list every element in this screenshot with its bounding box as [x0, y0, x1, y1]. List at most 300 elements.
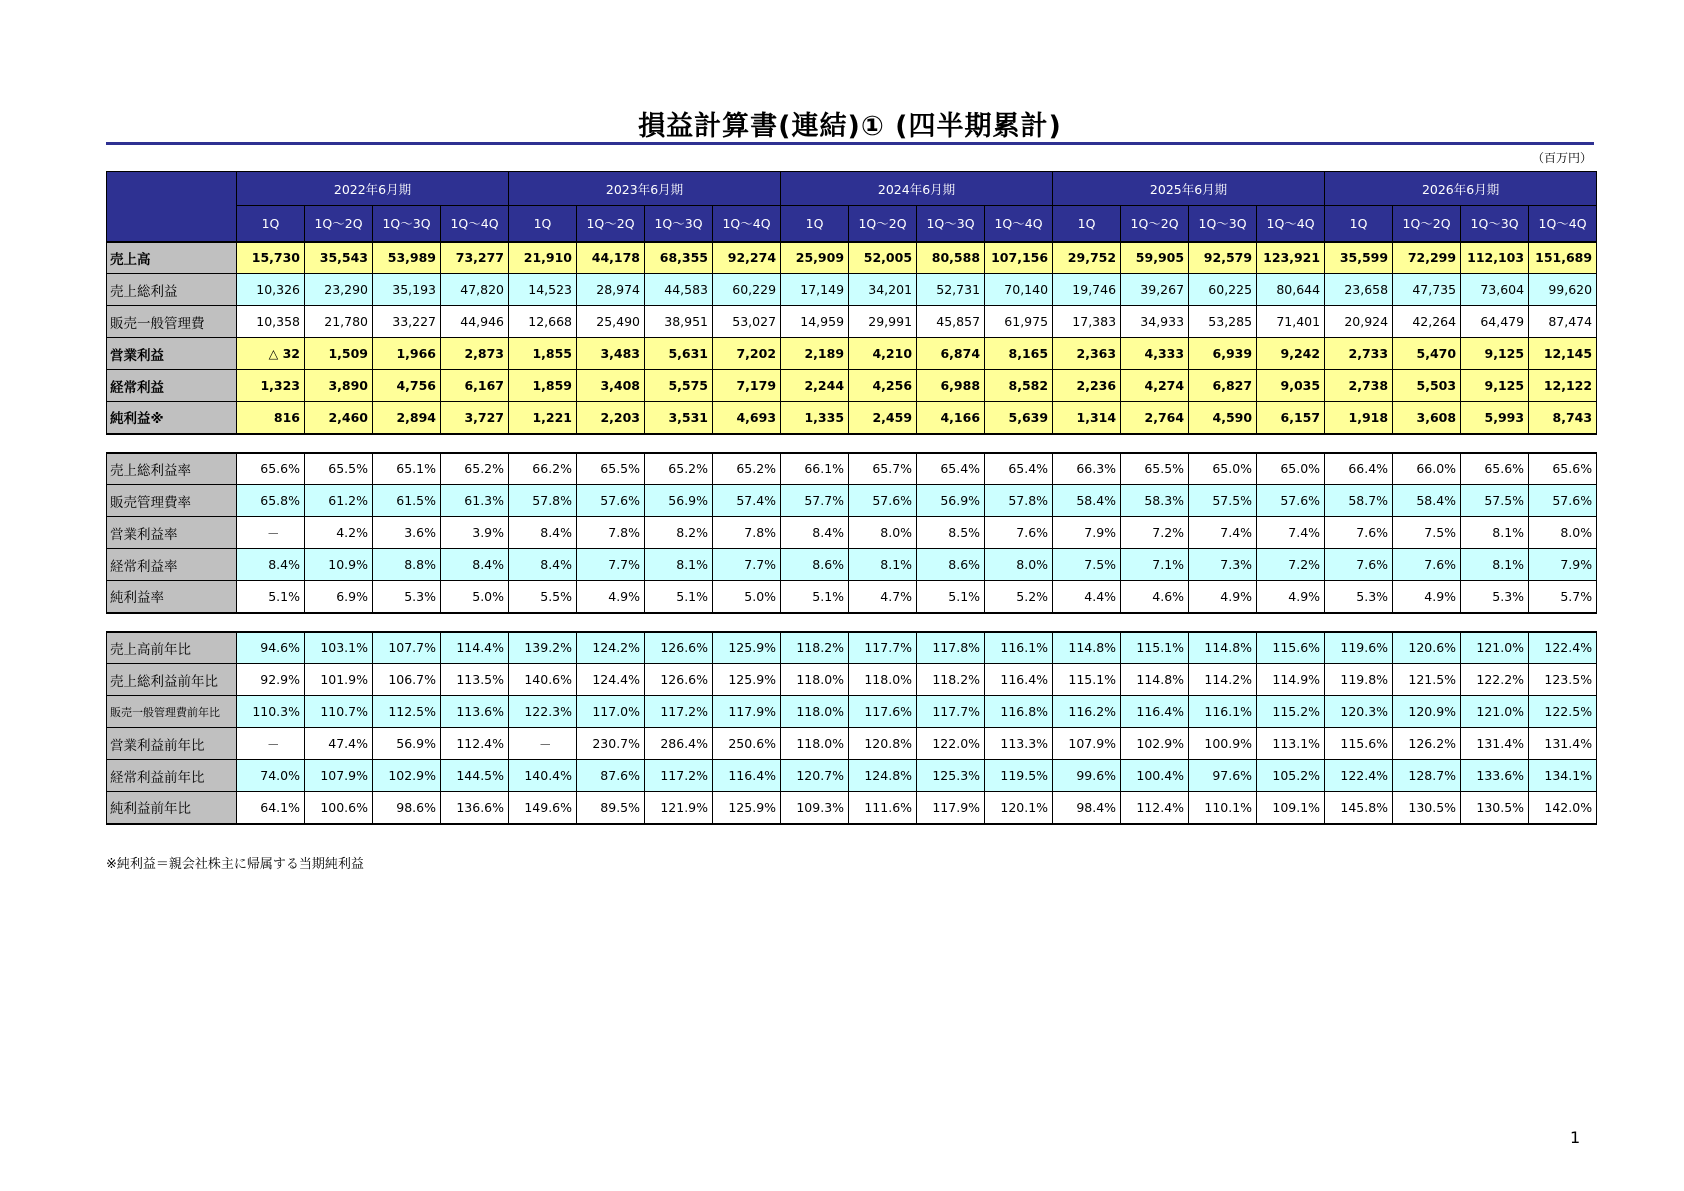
value-cell: 3.6%	[373, 517, 441, 549]
value-cell: 61.2%	[305, 485, 373, 517]
quarter-header: 1Q	[781, 206, 849, 242]
quarter-header: 1Q～4Q	[1257, 206, 1325, 242]
row-label: 売上高前年比	[107, 632, 237, 664]
value-cell: 8.0%	[985, 549, 1053, 581]
value-cell: 5.1%	[917, 581, 985, 613]
table-body	[107, 242, 1597, 824]
value-cell: 124.2%	[577, 632, 645, 664]
value-cell: 59,905	[1121, 242, 1189, 274]
value-cell: 117.6%	[849, 696, 917, 728]
value-cell: 7,202	[713, 338, 781, 370]
value-cell: 92,579	[1189, 242, 1257, 274]
quarter-header: 1Q～3Q	[1461, 206, 1529, 242]
value-cell: 4,274	[1121, 370, 1189, 402]
value-cell: 14,523	[509, 274, 577, 306]
quarter-header: 1Q～2Q	[577, 206, 645, 242]
value-cell: 2,459	[849, 402, 917, 434]
value-cell: 110.7%	[305, 696, 373, 728]
corner-cell	[107, 172, 237, 242]
value-cell: 4.4%	[1053, 581, 1121, 613]
value-cell: 73,277	[441, 242, 509, 274]
value-cell: 9,125	[1461, 370, 1529, 402]
value-cell: 6,874	[917, 338, 985, 370]
value-cell: 123.5%	[1529, 664, 1597, 696]
value-cell: 5,575	[645, 370, 713, 402]
value-cell: 44,583	[645, 274, 713, 306]
value-cell: 122.5%	[1529, 696, 1597, 728]
value-cell: 8,582	[985, 370, 1053, 402]
quarter-header: 1Q～4Q	[985, 206, 1053, 242]
value-cell: －	[509, 728, 577, 760]
value-cell: 47,820	[441, 274, 509, 306]
value-cell: 4,333	[1121, 338, 1189, 370]
value-cell: 122.3%	[509, 696, 577, 728]
value-cell: 124.4%	[577, 664, 645, 696]
value-cell: 65.2%	[645, 453, 713, 485]
value-cell: 120.8%	[849, 728, 917, 760]
value-cell: 112,103	[1461, 242, 1529, 274]
value-cell: 145.8%	[1325, 792, 1393, 824]
value-cell: 19,746	[1053, 274, 1121, 306]
value-cell: 64,479	[1461, 306, 1529, 338]
value-cell: 8,743	[1529, 402, 1597, 434]
value-cell: 74.0%	[237, 760, 305, 792]
value-cell: 3,483	[577, 338, 645, 370]
value-cell: 109.1%	[1257, 792, 1325, 824]
value-cell: 113.6%	[441, 696, 509, 728]
value-cell: 4.9%	[1257, 581, 1325, 613]
row-label: 売上高	[107, 242, 237, 274]
value-cell: 130.5%	[1461, 792, 1529, 824]
value-cell: 1,314	[1053, 402, 1121, 434]
value-cell: 101.9%	[305, 664, 373, 696]
value-cell: 52,731	[917, 274, 985, 306]
footnote: ※純利益＝親会社株主に帰属する当期純利益	[106, 857, 364, 872]
value-cell: 118.2%	[781, 632, 849, 664]
table-row	[107, 517, 1597, 549]
value-cell: 52,005	[849, 242, 917, 274]
value-cell: 4,756	[373, 370, 441, 402]
value-cell: 8.1%	[1461, 549, 1529, 581]
value-cell: 56.9%	[645, 485, 713, 517]
value-cell: 64.1%	[237, 792, 305, 824]
value-cell: 111.6%	[849, 792, 917, 824]
table-row	[107, 549, 1597, 581]
value-cell: 7.2%	[1121, 517, 1189, 549]
value-cell: 98.4%	[1053, 792, 1121, 824]
value-cell: 58.3%	[1121, 485, 1189, 517]
value-cell: 65.0%	[1257, 453, 1325, 485]
quarter-header: 1Q～3Q	[645, 206, 713, 242]
value-cell: 124.8%	[849, 760, 917, 792]
value-cell: 126.2%	[1393, 728, 1461, 760]
value-cell: 25,490	[577, 306, 645, 338]
value-cell: 134.1%	[1529, 760, 1597, 792]
year-header: 2023年6月期	[509, 172, 781, 206]
value-cell: 92.9%	[237, 664, 305, 696]
value-cell: 118.0%	[781, 696, 849, 728]
value-cell: 61.5%	[373, 485, 441, 517]
value-cell: 119.5%	[985, 760, 1053, 792]
value-cell: 116.4%	[713, 760, 781, 792]
value-cell: 102.9%	[1121, 728, 1189, 760]
value-cell: 151,689	[1529, 242, 1597, 274]
value-cell: 94.6%	[237, 632, 305, 664]
value-cell: 107.9%	[1053, 728, 1121, 760]
value-cell: 8.1%	[645, 549, 713, 581]
value-cell: 6,939	[1189, 338, 1257, 370]
value-cell: 114.8%	[1053, 632, 1121, 664]
value-cell: 3.9%	[441, 517, 509, 549]
value-cell: 7.4%	[1257, 517, 1325, 549]
value-cell: 5.1%	[237, 581, 305, 613]
value-cell: 66.2%	[509, 453, 577, 485]
value-cell: 3,531	[645, 402, 713, 434]
value-cell: 9,035	[1257, 370, 1325, 402]
value-cell: 45,857	[917, 306, 985, 338]
value-cell: 65.2%	[441, 453, 509, 485]
value-cell: 116.2%	[1053, 696, 1121, 728]
value-cell: 58.4%	[1393, 485, 1461, 517]
value-cell: 66.3%	[1053, 453, 1121, 485]
value-cell: 57.7%	[781, 485, 849, 517]
value-cell: 57.6%	[1257, 485, 1325, 517]
value-cell: 123,921	[1257, 242, 1325, 274]
row-label: 売上総利益率	[107, 453, 237, 485]
value-cell: 8.8%	[373, 549, 441, 581]
row-label: 売上総利益前年比	[107, 664, 237, 696]
value-cell: 35,599	[1325, 242, 1393, 274]
value-cell: 112.4%	[1121, 792, 1189, 824]
value-cell: 125.3%	[917, 760, 985, 792]
value-cell: 103.1%	[305, 632, 373, 664]
value-cell: 122.2%	[1461, 664, 1529, 696]
value-cell: 65.0%	[1189, 453, 1257, 485]
value-cell: 149.6%	[509, 792, 577, 824]
value-cell: 80,588	[917, 242, 985, 274]
value-cell: 39,267	[1121, 274, 1189, 306]
value-cell: 6,167	[441, 370, 509, 402]
value-cell: 109.3%	[781, 792, 849, 824]
quarter-header: 1Q	[509, 206, 577, 242]
value-cell: －	[237, 517, 305, 549]
year-header: 2026年6月期	[1325, 172, 1597, 206]
year-header: 2025年6月期	[1053, 172, 1325, 206]
section-spacer	[107, 434, 1597, 453]
value-cell: 118.2%	[917, 664, 985, 696]
value-cell: 9,125	[1461, 338, 1529, 370]
value-cell: 105.2%	[1257, 760, 1325, 792]
value-cell: 4.9%	[1189, 581, 1257, 613]
value-cell: 65.5%	[577, 453, 645, 485]
value-cell: 144.5%	[441, 760, 509, 792]
value-cell: 8.4%	[781, 517, 849, 549]
value-cell: 2,236	[1053, 370, 1121, 402]
value-cell: 65.6%	[1461, 453, 1529, 485]
value-cell: 99,620	[1529, 274, 1597, 306]
value-cell: 816	[237, 402, 305, 434]
value-cell: 5,503	[1393, 370, 1461, 402]
value-cell: 117.0%	[577, 696, 645, 728]
value-cell: 126.6%	[645, 632, 713, 664]
value-cell: 125.9%	[713, 664, 781, 696]
quarter-header-row	[107, 206, 1597, 242]
value-cell: 73,604	[1461, 274, 1529, 306]
quarter-header: 1Q	[1053, 206, 1121, 242]
table-row	[107, 760, 1597, 792]
value-cell: 116.8%	[985, 696, 1053, 728]
value-cell: 72,299	[1393, 242, 1461, 274]
value-cell: 117.7%	[849, 632, 917, 664]
row-label: 営業利益前年比	[107, 728, 237, 760]
value-cell: 121.0%	[1461, 632, 1529, 664]
income-statement-table	[106, 171, 1597, 825]
value-cell: 65.8%	[237, 485, 305, 517]
value-cell: 133.6%	[1461, 760, 1529, 792]
value-cell: 112.4%	[441, 728, 509, 760]
value-cell: 65.4%	[917, 453, 985, 485]
value-cell: 68,355	[645, 242, 713, 274]
value-cell: 7.5%	[1053, 549, 1121, 581]
value-cell: 34,933	[1121, 306, 1189, 338]
value-cell: 107.9%	[305, 760, 373, 792]
row-label: 販売一般管理費	[107, 306, 237, 338]
value-cell: 60,225	[1189, 274, 1257, 306]
value-cell: 2,244	[781, 370, 849, 402]
value-cell: 57.6%	[849, 485, 917, 517]
value-cell: 126.6%	[645, 664, 713, 696]
value-cell: 114.9%	[1257, 664, 1325, 696]
quarter-header: 1Q～4Q	[441, 206, 509, 242]
value-cell: 106.7%	[373, 664, 441, 696]
value-cell: 115.6%	[1325, 728, 1393, 760]
value-cell: 17,383	[1053, 306, 1121, 338]
value-cell: 5.3%	[373, 581, 441, 613]
value-cell: 116.1%	[985, 632, 1053, 664]
value-cell: 113.5%	[441, 664, 509, 696]
quarter-header: 1Q～3Q	[917, 206, 985, 242]
value-cell: 1,323	[237, 370, 305, 402]
value-cell: 3,408	[577, 370, 645, 402]
value-cell: 117.2%	[645, 696, 713, 728]
value-cell: 8.1%	[1461, 517, 1529, 549]
value-cell: 65.6%	[237, 453, 305, 485]
value-cell: 100.9%	[1189, 728, 1257, 760]
year-header: 2022年6月期	[237, 172, 509, 206]
value-cell: 5.2%	[985, 581, 1053, 613]
value-cell: 35,543	[305, 242, 373, 274]
value-cell: 128.7%	[1393, 760, 1461, 792]
value-cell: 10,358	[237, 306, 305, 338]
value-cell: 112.5%	[373, 696, 441, 728]
value-cell: 4,210	[849, 338, 917, 370]
value-cell: 119.6%	[1325, 632, 1393, 664]
value-cell: 142.0%	[1529, 792, 1597, 824]
value-cell: 58.4%	[1053, 485, 1121, 517]
value-cell: 1,335	[781, 402, 849, 434]
table-row	[107, 664, 1597, 696]
value-cell: 23,290	[305, 274, 373, 306]
table-row	[107, 792, 1597, 824]
value-cell: 140.6%	[509, 664, 577, 696]
value-cell: 2,189	[781, 338, 849, 370]
value-cell: 6,157	[1257, 402, 1325, 434]
value-cell: 119.8%	[1325, 664, 1393, 696]
value-cell: 120.6%	[1393, 632, 1461, 664]
value-cell: 7.6%	[1325, 517, 1393, 549]
value-cell: 230.7%	[577, 728, 645, 760]
value-cell: 8.4%	[509, 517, 577, 549]
value-cell: 2,894	[373, 402, 441, 434]
value-cell: 110.3%	[237, 696, 305, 728]
value-cell: 7.8%	[713, 517, 781, 549]
value-cell: 118.0%	[781, 664, 849, 696]
value-cell: 6,827	[1189, 370, 1257, 402]
value-cell: 35,193	[373, 274, 441, 306]
row-label: 販売管理費率	[107, 485, 237, 517]
value-cell: 7.1%	[1121, 549, 1189, 581]
value-cell: 6.9%	[305, 581, 373, 613]
value-cell: 7.8%	[577, 517, 645, 549]
value-cell: 20,924	[1325, 306, 1393, 338]
value-cell: 33,227	[373, 306, 441, 338]
value-cell: 12,122	[1529, 370, 1597, 402]
value-cell: 44,946	[441, 306, 509, 338]
value-cell: 98.6%	[373, 792, 441, 824]
value-cell: 102.9%	[373, 760, 441, 792]
value-cell: 4,590	[1189, 402, 1257, 434]
value-cell: 5.5%	[509, 581, 577, 613]
value-cell: 8.6%	[917, 549, 985, 581]
value-cell: 12,668	[509, 306, 577, 338]
value-cell: 28,974	[577, 274, 645, 306]
value-cell: 89.5%	[577, 792, 645, 824]
value-cell: 4,166	[917, 402, 985, 434]
value-cell: 99.6%	[1053, 760, 1121, 792]
value-cell: 121.5%	[1393, 664, 1461, 696]
value-cell: 114.4%	[441, 632, 509, 664]
value-cell: 117.9%	[917, 792, 985, 824]
table-row	[107, 402, 1597, 434]
year-header-row	[107, 172, 1597, 206]
value-cell: 107.7%	[373, 632, 441, 664]
value-cell: 70,140	[985, 274, 1053, 306]
row-label: 純利益率	[107, 581, 237, 613]
value-cell: 7.6%	[985, 517, 1053, 549]
value-cell: 125.9%	[713, 632, 781, 664]
value-cell: 117.8%	[917, 632, 985, 664]
value-cell: 116.4%	[985, 664, 1053, 696]
value-cell: 65.2%	[713, 453, 781, 485]
quarter-header: 1Q～4Q	[713, 206, 781, 242]
value-cell: 80,644	[1257, 274, 1325, 306]
value-cell: 121.9%	[645, 792, 713, 824]
value-cell: 4,256	[849, 370, 917, 402]
value-cell: 21,910	[509, 242, 577, 274]
table-row	[107, 242, 1597, 274]
value-cell: 140.4%	[509, 760, 577, 792]
table-row	[107, 485, 1597, 517]
value-cell: 117.9%	[713, 696, 781, 728]
value-cell: 71,401	[1257, 306, 1325, 338]
value-cell: 25,909	[781, 242, 849, 274]
value-cell: 47,735	[1393, 274, 1461, 306]
value-cell: 65.6%	[1529, 453, 1597, 485]
value-cell: 8.6%	[781, 549, 849, 581]
quarter-header: 1Q～2Q	[305, 206, 373, 242]
value-cell: 8.4%	[441, 549, 509, 581]
value-cell: 115.1%	[1053, 664, 1121, 696]
value-cell: 116.1%	[1189, 696, 1257, 728]
value-cell: 100.6%	[305, 792, 373, 824]
value-cell: 65.7%	[849, 453, 917, 485]
value-cell: 2,203	[577, 402, 645, 434]
section-spacer	[107, 613, 1597, 632]
value-cell: －	[237, 728, 305, 760]
value-cell: 113.1%	[1257, 728, 1325, 760]
value-cell: 57.5%	[1461, 485, 1529, 517]
value-cell: 8.0%	[1529, 517, 1597, 549]
value-cell: 44,178	[577, 242, 645, 274]
value-cell: 8.1%	[849, 549, 917, 581]
value-cell: 113.3%	[985, 728, 1053, 760]
row-label: 経常利益	[107, 370, 237, 402]
value-cell: 57.8%	[509, 485, 577, 517]
value-cell: 7.4%	[1189, 517, 1257, 549]
value-cell: 110.1%	[1189, 792, 1257, 824]
value-cell: 8.2%	[645, 517, 713, 549]
value-cell: 120.7%	[781, 760, 849, 792]
value-cell: 17,149	[781, 274, 849, 306]
value-cell: 2,733	[1325, 338, 1393, 370]
value-cell: 130.5%	[1393, 792, 1461, 824]
row-label: 営業利益	[107, 338, 237, 370]
row-label: 経常利益前年比	[107, 760, 237, 792]
value-cell: 120.3%	[1325, 696, 1393, 728]
value-cell: 15,730	[237, 242, 305, 274]
table-row	[107, 306, 1597, 338]
value-cell: 53,027	[713, 306, 781, 338]
value-cell: 57.4%	[713, 485, 781, 517]
value-cell: 2,873	[441, 338, 509, 370]
quarter-header: 1Q～3Q	[1189, 206, 1257, 242]
value-cell: 56.9%	[373, 728, 441, 760]
value-cell: 125.9%	[713, 792, 781, 824]
row-label: 純利益※	[107, 402, 237, 434]
value-cell: 14,959	[781, 306, 849, 338]
value-cell: 65.5%	[305, 453, 373, 485]
table-row	[107, 632, 1597, 664]
value-cell: 7,179	[713, 370, 781, 402]
value-cell: 114.8%	[1121, 664, 1189, 696]
page-number: 1	[1570, 1128, 1581, 1147]
value-cell: 10,326	[237, 274, 305, 306]
table-row	[107, 370, 1597, 402]
value-cell: 7.6%	[1325, 549, 1393, 581]
value-cell: 10.9%	[305, 549, 373, 581]
row-label: 販売一般管理費前年比	[107, 696, 237, 728]
value-cell: 61.3%	[441, 485, 509, 517]
value-cell: 87.6%	[577, 760, 645, 792]
row-label: 売上総利益	[107, 274, 237, 306]
value-cell: 139.2%	[509, 632, 577, 664]
row-label: 営業利益率	[107, 517, 237, 549]
value-cell: △ 32	[237, 338, 305, 370]
value-cell: 92,274	[713, 242, 781, 274]
row-label: 純利益前年比	[107, 792, 237, 824]
page-title: 損益計算書(連結)① (四半期累計)	[638, 111, 1062, 142]
value-cell: 5.3%	[1461, 581, 1529, 613]
